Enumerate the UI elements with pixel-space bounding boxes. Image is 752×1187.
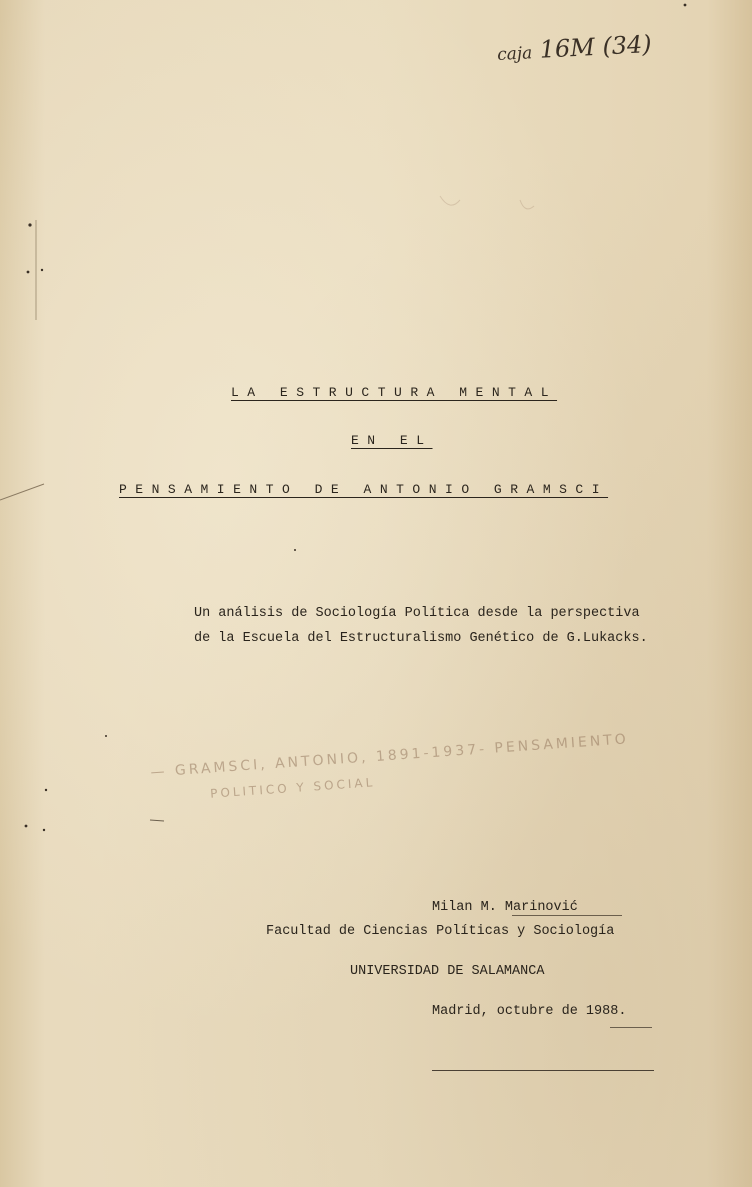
author-faculty: Facultad de Ciencias Políticas y Sociología bbox=[266, 924, 615, 939]
title-line-1 bbox=[231, 385, 752, 400]
title-line-3 bbox=[119, 482, 752, 497]
margin-dot bbox=[45, 789, 47, 791]
margin-dot bbox=[43, 829, 45, 831]
speck bbox=[684, 4, 687, 7]
bottom-rule bbox=[432, 1070, 654, 1071]
faint-pencil-mark bbox=[440, 196, 460, 205]
subtitle-line-2: de la Escuela del Estructuralismo Genético de G.Lukacks. bbox=[194, 631, 648, 646]
archive-ref-prefix: caja bbox=[496, 43, 533, 66]
margin-dot bbox=[28, 223, 31, 226]
speck-line bbox=[150, 820, 164, 821]
speck bbox=[294, 549, 296, 551]
margin-dot bbox=[27, 271, 30, 274]
margin-dot bbox=[41, 269, 43, 271]
place-date: Madrid, octubre de 1988. bbox=[432, 1004, 627, 1019]
archive-reference-handwritten bbox=[496, 30, 652, 66]
author-name-underline bbox=[512, 915, 622, 916]
title-line-2 bbox=[351, 433, 752, 448]
pencil-note-line-1: — GRAMSCI, ANTONIO, 1891-1937- PENSAMIENTO bbox=[150, 731, 630, 781]
subtitle-line-1: Un análisis de Sociología Política desde la perspectiva bbox=[194, 606, 640, 621]
title-line-2-text: EN EL bbox=[351, 433, 433, 448]
margin-stroke bbox=[0, 484, 44, 500]
speck bbox=[105, 735, 107, 737]
margin-dot bbox=[25, 825, 28, 828]
title-line-3-text: PENSAMIENTO DE ANTONIO GRAMSCI bbox=[119, 482, 609, 497]
faint-pencil-mark bbox=[520, 200, 534, 209]
pencil-note-line-2: POLITICO Y SOCIAL bbox=[209, 775, 376, 801]
title-line-1-text: LA ESTRUCTURA MENTAL bbox=[231, 385, 558, 400]
archive-ref-number: 16M (34) bbox=[539, 29, 653, 64]
date-underline bbox=[610, 1027, 652, 1028]
author-university: UNIVERSIDAD DE SALAMANCA bbox=[350, 964, 545, 979]
author-name: Milan M. Marinović bbox=[432, 900, 578, 915]
